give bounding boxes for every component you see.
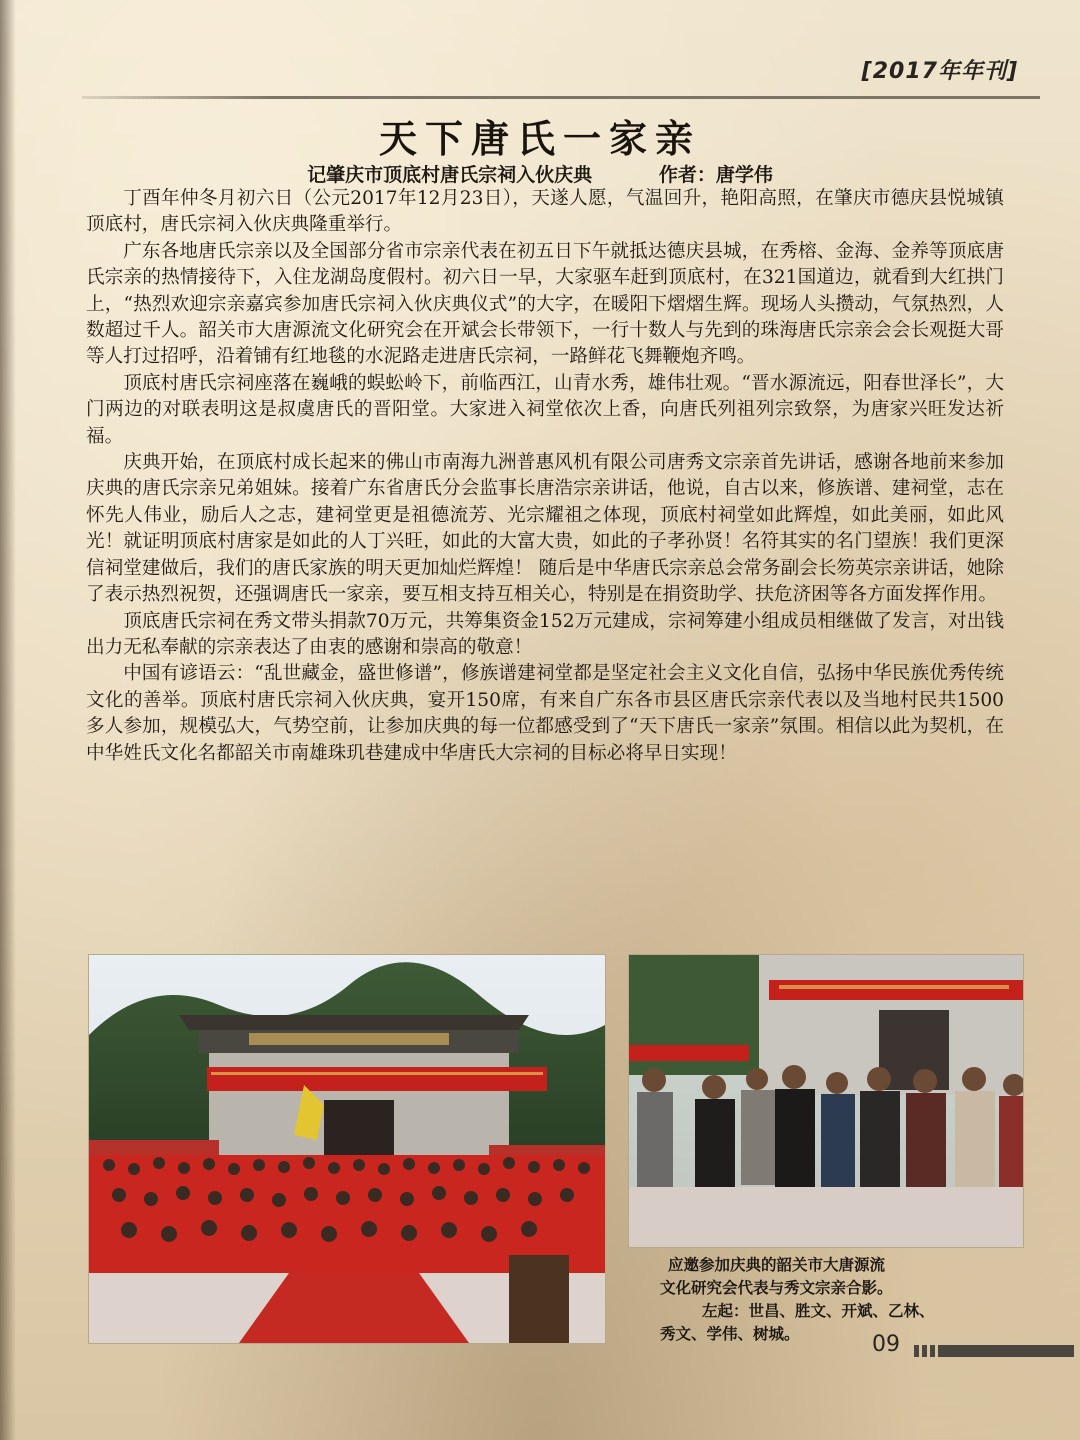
photo-ceremony-crowd xyxy=(88,954,606,1344)
article-subtitle: 记肇庆市顶底村唐氏宗祠入伙庆典 xyxy=(307,164,593,186)
article-subtitle-row xyxy=(0,160,1080,187)
paragraph: 广东各地唐氏宗亲以及全国部分省市宗亲代表在初五日下午就抵达德庆县城，在秀榕、金海、金养等顶底唐氏宗亲的热情接待下，入住龙湖岛度假村。初六日一早，大家驱车赶到顶底村，在321国道边，就看到大红拱门上，“热烈欢迎宗亲嘉宾参加唐氏宗祠入伙庆典仪式”的大字，在暖阳下熠熠生辉。现场人头攒动，气氛热烈，人数超过千人。韶关市大唐源流文化研究会在开斌会长带领下，一行十数人与先到的珠海唐氏宗亲会会长观挺大哥等人打过招呼，沿着铺有红地毯的水泥路走进唐氏宗祠，一路鲜花飞舞鞭炮齐鸣。 xyxy=(86,240,1004,368)
paragraph: 顶底村唐氏宗祠座落在巍峨的蜈蚣岭下，前临西江，山青水秀，雄伟壮观。“晋水源流远，阳春世泽长”，大门两边的对联表明这是叔虞唐氏的晋阳堂。大家进入祠堂依次上香，向唐氏列祖列宗致祭，为唐家兴旺发达祈福。 xyxy=(86,372,1004,447)
article-author: 作者：唐学伟 xyxy=(658,164,773,186)
header-rule xyxy=(82,96,1040,99)
page-number: 09 xyxy=(872,1332,900,1357)
paragraph: 中国有谚语云：“乱世藏金，盛世修谱”，修族谱建祠堂都是坚定社会主义文化自信，弘扬中华民族优秀传统文化的善举。顶底村唐氏宗祠入伙庆典，宴开150席，有来自广东各市县区唐氏宗亲代表以及当地村民共1500多人参加，规模弘大，气势空前，让参加庆典的每一位都感受到了“天下唐氏一家亲”氛围。相信以此为契机，在中华姓氏文化名都韶关市南雄珠玑巷建成中华唐氏大宗祠的目标必将早日实现！ xyxy=(86,663,1004,764)
caption-line: 文化研究会代表与秀文宗亲合影。 xyxy=(660,1279,893,1297)
caption-line: 秀文、学伟、树城。 xyxy=(660,1325,800,1343)
paragraph: 庆典开始，在顶底村成长起来的佛山市南海九洲普惠风机有限公司唐秀文宗亲首先讲话，感谢各地前来参加庆典的唐氏宗亲兄弟姐妹。接着广东省唐氏分会监事长唐浩宗亲讲话，他说，自古以来，修族谱、建祠堂，志在怀先人伟业，励后人之志，建祠堂更是祖德流芳、光宗耀祖之体现，顶底村祠堂如此辉煌，如此美丽，如此风光！就证明顶底村唐家是如此的人丁兴旺，如此的大富大贵，如此的子孝孙贤！名符其实的名门望族！我们更深信祠堂建做后，我们的唐氏家族的明天更加灿烂辉煌！ 随后是中华唐氏宗亲总会常务副会长笏英宗亲讲话，她除了表示热烈祝贺，还强调唐氏一家亲，要互相支持互相关心，特别是在捐资助学、扶危济困等各方面发挥作用。 xyxy=(86,452,1004,606)
yearbook-label: [2017年年刊] xyxy=(861,59,1018,84)
paragraph: 丁酉年仲冬月初六日（公元2017年12月23日），天遂人愿，气温回升，艳阳高照，在肇庆市德庆县悦城镇顶底村，唐氏宗祠入伙庆典隆重举行。 xyxy=(86,188,1004,236)
caption-line: 左起：世昌、胜文、开斌、乙林、 xyxy=(702,1302,935,1320)
page-edge-shadow xyxy=(0,0,16,1440)
caption-line: 应邀参加庆典的韶关市大唐源流 xyxy=(668,1256,886,1274)
paragraph: 顶底唐氏宗祠在秀文带头捐款70万元，共筹集资金152万元建成，宗祠筹建小组成员相继做了发言，对出钱出力无私奉献的宗亲表达了由衷的感谢和崇高的敬意！ xyxy=(86,610,1004,658)
article-body xyxy=(86,186,1004,767)
page-number-decoration xyxy=(914,1340,1077,1359)
photo-group-portrait xyxy=(628,954,1024,1248)
photo-caption xyxy=(660,1254,1028,1346)
article-title: 天下唐氏一家亲 xyxy=(378,116,701,161)
